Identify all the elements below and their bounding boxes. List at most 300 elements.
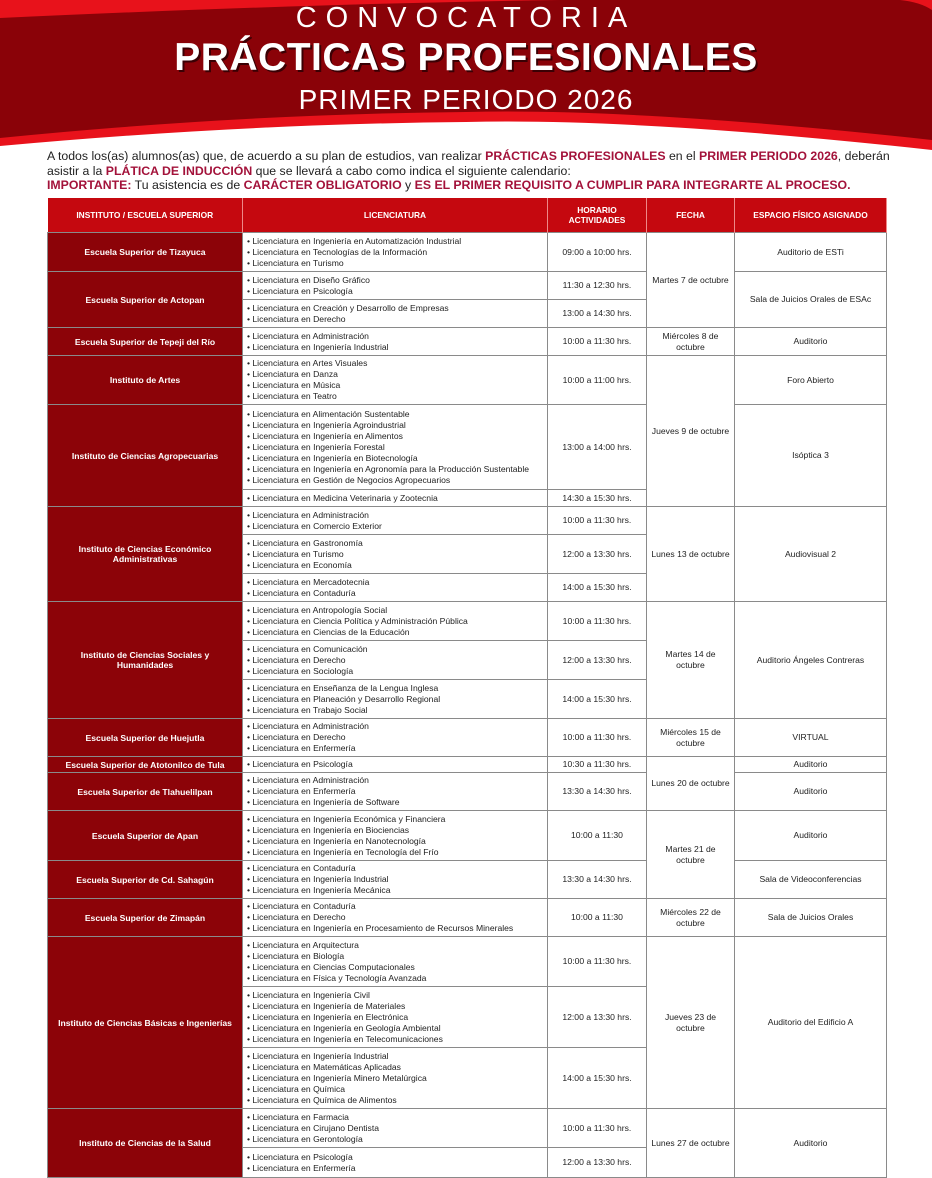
licenciatura-item — [247, 314, 543, 325]
bullet-icon: • — [247, 257, 253, 268]
cell-horario: 10:00 a 11:00 hrs. — [548, 356, 647, 405]
header-instituto: INSTITUTO / ESCUELA SUPERIOR — [48, 198, 243, 233]
bullet-icon: • — [247, 1022, 253, 1033]
cell-instituto: Escuela Superior de Apan — [48, 811, 243, 861]
licenciatura-item — [247, 1112, 543, 1123]
schedule-table — [47, 198, 887, 1178]
licenciatura-item — [247, 973, 543, 984]
licenciatura-name: Licenciatura en Ingeniería en Procesamiento de Recursos Minerales — [252, 923, 514, 933]
licenciatura-item — [247, 560, 543, 571]
licenciatura-name: Licenciatura en Administración — [252, 509, 369, 520]
licenciatura-item — [247, 1134, 543, 1145]
header-espacio: ESPACIO FÍSICO ASIGNADO — [735, 198, 887, 233]
licenciatura-name: Licenciatura en Ingeniería Industrial — [252, 874, 389, 884]
licenciatura-item — [247, 901, 543, 912]
licenciatura-name: Licenciatura en Diseño Gráfico — [252, 274, 370, 285]
licenciatura-item — [247, 825, 543, 836]
licenciatura-name: Licenciatura en Ingeniería en Electrónica — [252, 1011, 409, 1022]
licenciatura-item — [247, 303, 543, 314]
cell-horario: 10:00 a 11:30 hrs. — [548, 1109, 647, 1148]
important-text-1: Tu asistencia es de — [131, 178, 244, 192]
licenciatura-item — [247, 743, 543, 754]
cell-licenciatura — [243, 773, 548, 811]
licenciatura-item — [247, 1051, 543, 1062]
licenciatura-item — [247, 549, 543, 560]
licenciatura-name: Licenciatura en Ingeniería Minero Metalúrgica — [252, 1072, 427, 1083]
licenciatura-name: Licenciatura en Matemáticas Aplicadas — [252, 1061, 401, 1072]
licenciatura-name: Licenciatura en Turismo — [252, 257, 344, 268]
cell-licenciatura — [243, 899, 548, 937]
licenciatura-name: Licenciatura en Ingeniería en Agronomía para la Producción Sustentable — [252, 463, 530, 474]
licenciatura-item — [247, 732, 543, 743]
cell-horario: 11:30 a 12:30 hrs. — [548, 272, 647, 300]
bullet-icon: • — [247, 235, 253, 246]
intro-text-1: A todos los(as) alumnos(as) que, de acuerdo a su plan de estudios, van realizar — [47, 149, 486, 163]
cell-horario: 13:30 a 14:30 hrs. — [548, 861, 647, 899]
cell-instituto: Instituto de Artes — [48, 356, 243, 405]
licenciatura-name: Licenciatura en Ingeniería en Biotecnología — [252, 452, 418, 463]
cell-espacio: Sala de Videoconferencias — [735, 861, 887, 899]
cell-espacio: Auditorio Ángeles Contreras — [735, 602, 887, 719]
licenciatura-item — [247, 493, 543, 504]
table-row — [48, 757, 887, 773]
table-header-row — [48, 198, 887, 233]
table-row — [48, 811, 887, 861]
cell-fecha: Martes 21 de octubre — [647, 811, 735, 899]
cell-espacio: Sala de Juicios Orales — [735, 899, 887, 937]
cell-licenciatura — [243, 328, 548, 356]
cell-horario: 10:00 a 11:30 hrs. — [548, 937, 647, 987]
cell-espacio: Auditorio — [735, 328, 887, 356]
cell-instituto: Instituto de Ciencias de la Salud — [48, 1109, 243, 1178]
cell-horario: 10:00 a 11:30 — [548, 899, 647, 937]
licenciatura-name: Licenciatura en Turismo — [252, 548, 344, 559]
bullet-icon: • — [247, 330, 253, 341]
bullet-icon: • — [247, 863, 253, 873]
licenciatura-item — [247, 442, 543, 453]
licenciatura-item — [247, 847, 543, 858]
cell-espacio: Isóptica 3 — [735, 405, 887, 507]
licenciatura-name: Licenciatura en Ingeniería Económica y Financiera — [252, 813, 446, 824]
licenciatura-item — [247, 1084, 543, 1095]
licenciatura-item — [247, 627, 543, 638]
table-row — [48, 272, 887, 300]
licenciatura-item — [247, 258, 543, 269]
bullet-icon: • — [247, 1122, 253, 1133]
licenciatura-name: Licenciatura en Economía — [252, 559, 352, 570]
cell-fecha: Miércoles 8 de octubre — [647, 328, 735, 356]
licenciatura-item — [247, 420, 543, 431]
cell-licenciatura — [243, 937, 548, 987]
licenciatura-item — [247, 814, 543, 825]
bullet-icon: • — [247, 509, 253, 520]
bullet-icon: • — [247, 492, 253, 503]
cell-horario: 14:00 a 15:30 hrs. — [548, 680, 647, 719]
licenciatura-item — [247, 247, 543, 258]
table-row — [48, 356, 887, 405]
cell-licenciatura — [243, 300, 548, 328]
bullet-icon: • — [247, 950, 253, 961]
licenciatura-item — [247, 1152, 543, 1163]
cell-horario: 14:00 a 15:30 hrs. — [548, 574, 647, 602]
licenciatura-item — [247, 510, 543, 521]
licenciatura-name: Licenciatura en Ingeniería en Tecnología del Frío — [252, 846, 439, 857]
licenciatura-name: Licenciatura en Medicina Veterinaria y Zootecnia — [252, 492, 438, 503]
cell-licenciatura — [243, 680, 548, 719]
bullet-icon: • — [247, 380, 253, 390]
licenciatura-item — [247, 786, 543, 797]
cell-instituto: Instituto de Ciencias Básicas e Ingenierías — [48, 937, 243, 1109]
bullet-icon: • — [247, 923, 253, 933]
licenciatura-item — [247, 577, 543, 588]
licenciatura-item — [247, 409, 543, 420]
licenciatura-name: Licenciatura en Ingeniería Industrial — [252, 341, 389, 352]
table-row — [48, 507, 887, 535]
licenciatura-name: Licenciatura en Ingeniería Mecánica — [252, 885, 391, 895]
licenciatura-item — [247, 874, 543, 885]
bullet-icon: • — [247, 285, 253, 296]
bullet-icon: • — [247, 939, 253, 950]
licenciatura-item — [247, 655, 543, 666]
licenciatura-name: Licenciatura en Enfermería — [252, 1162, 356, 1173]
bullet-icon: • — [247, 704, 253, 715]
bullet-icon: • — [247, 874, 253, 884]
cell-espacio: Auditorio — [735, 757, 887, 773]
cell-espacio: Auditorio del Edificio A — [735, 937, 887, 1109]
header-horario: HORARIO ACTIVIDADES — [548, 198, 647, 233]
cell-instituto: Instituto de Ciencias Económico Administrativas — [48, 507, 243, 602]
bullet-icon: • — [247, 537, 253, 548]
licenciatura-name: Licenciatura en Enfermería — [252, 786, 356, 796]
table-body — [48, 233, 887, 1178]
bullet-icon: • — [247, 835, 253, 846]
bullet-icon: • — [247, 474, 253, 485]
licenciatura-item — [247, 644, 543, 655]
bullet-icon: • — [247, 341, 253, 352]
licenciatura-item — [247, 358, 543, 369]
licenciatura-item — [247, 759, 543, 770]
licenciatura-item — [247, 605, 543, 616]
cell-fecha: Jueves 23 de octubre — [647, 937, 735, 1109]
licenciatura-name: Licenciatura en Química de Alimentos — [252, 1094, 397, 1105]
licenciatura-name: Licenciatura en Gerontología — [252, 1133, 363, 1144]
title-practicas: PRÁCTICAS PROFESIONALES — [174, 36, 758, 79]
licenciatura-name: Licenciatura en Ingeniería en Telecomunicaciones — [252, 1033, 443, 1044]
licenciatura-item — [247, 616, 543, 627]
cell-horario: 13:00 a 14:00 hrs. — [548, 405, 647, 490]
cell-licenciatura — [243, 272, 548, 300]
bullet-icon: • — [247, 430, 253, 441]
licenciatura-name: Licenciatura en Ingeniería en Geología Ambiental — [252, 1022, 441, 1033]
licenciatura-name: Licenciatura en Ingeniería en Automatización Industrial — [252, 235, 462, 246]
bullet-icon: • — [247, 654, 253, 665]
bullet-icon: • — [247, 972, 253, 983]
intro-text-2: en el — [665, 149, 700, 163]
cell-espacio: Auditorio — [735, 811, 887, 861]
bullet-icon: • — [247, 961, 253, 972]
cell-horario: 10:00 a 11:30 — [548, 811, 647, 861]
licenciatura-name: Licenciatura en Danza — [252, 369, 338, 379]
licenciatura-name: Licenciatura en Derecho — [252, 912, 346, 922]
licenciatura-name: Licenciatura en Ciencias de la Educación — [252, 626, 410, 637]
licenciatura-item — [247, 836, 543, 847]
cell-horario: 14:30 a 15:30 hrs. — [548, 490, 647, 507]
table-row — [48, 719, 887, 757]
intro-text-3: , deberán asistir a la — [47, 149, 890, 178]
licenciatura-name: Licenciatura en Ciencia Política y Administración Pública — [252, 615, 468, 626]
cell-instituto: Escuela Superior de Cd. Sahagún — [48, 861, 243, 899]
licenciatura-item — [247, 538, 543, 549]
important-highlight-obligatorio: CARÁCTER OBLIGATORIO — [243, 178, 402, 192]
cell-instituto: Instituto de Ciencias Sociales y Humanidades — [48, 602, 243, 719]
licenciatura-name: Licenciatura en Psicología — [252, 759, 353, 769]
important-highlight-requisito: ES EL PRIMER REQUISITO A CUMPLIR PARA INTEGRARTE AL PROCESO. — [414, 178, 851, 192]
licenciatura-item — [247, 666, 543, 677]
bullet-icon: • — [247, 885, 253, 895]
bullet-icon: • — [247, 813, 253, 824]
cell-licenciatura — [243, 811, 548, 861]
intro-highlight-practicas: PRÁCTICAS PROFESIONALES — [485, 149, 666, 163]
cell-horario: 09:00 a 10:00 hrs. — [548, 233, 647, 272]
cell-licenciatura — [243, 602, 548, 641]
licenciatura-name: Licenciatura en Derecho — [252, 732, 346, 742]
header-licenciatura: LICENCIATURA — [243, 198, 548, 233]
cell-horario: 10:00 a 11:30 hrs. — [548, 602, 647, 641]
licenciatura-item — [247, 380, 543, 391]
bullet-icon: • — [247, 587, 253, 598]
cell-horario: 13:00 a 14:30 hrs. — [548, 300, 647, 328]
cell-licenciatura — [243, 233, 548, 272]
bullet-icon: • — [247, 419, 253, 430]
licenciatura-item — [247, 331, 543, 342]
bullet-icon: • — [247, 391, 253, 401]
bullet-icon: • — [247, 912, 253, 922]
licenciatura-name: Licenciatura en Ingeniería Agroindustrial — [252, 419, 406, 430]
licenciatura-name: Licenciatura en Gestión de Negocios Agropecuarios — [252, 474, 451, 485]
bullet-icon: • — [247, 901, 253, 911]
bullet-icon: • — [247, 775, 253, 785]
intro-highlight-platica: PLÁTICA DE INDUCCIÓN — [105, 163, 253, 178]
licenciatura-name: Licenciatura en Química — [252, 1083, 346, 1094]
licenciatura-item — [247, 1034, 543, 1045]
licenciatura-item — [247, 286, 543, 297]
licenciatura-item — [247, 1012, 543, 1023]
bullet-icon: • — [247, 665, 253, 676]
bullet-icon: • — [247, 615, 253, 626]
licenciatura-item — [247, 275, 543, 286]
cell-espacio: Sala de Juicios Orales de ESAc — [735, 272, 887, 328]
header-fecha: FECHA — [647, 198, 735, 233]
licenciatura-name: Licenciatura en Ingeniería en Nanotecnología — [252, 835, 426, 846]
licenciatura-name: Licenciatura en Creación y Desarrollo de Empresas — [252, 302, 449, 313]
important-note — [47, 178, 897, 193]
bullet-icon: • — [247, 824, 253, 835]
cell-fecha: Lunes 20 de octubre — [647, 757, 735, 811]
licenciatura-item — [247, 683, 543, 694]
bullet-icon: • — [247, 1083, 253, 1094]
cell-licenciatura — [243, 1109, 548, 1148]
bullet-icon: • — [247, 1000, 253, 1011]
licenciatura-name: Licenciatura en Artes Visuales — [252, 358, 368, 368]
important-label: IMPORTANTE: — [47, 178, 132, 192]
bullet-icon: • — [247, 1033, 253, 1044]
licenciatura-name: Licenciatura en Ingeniería Forestal — [252, 441, 385, 452]
cell-licenciatura — [243, 507, 548, 535]
cell-licenciatura — [243, 987, 548, 1048]
licenciatura-name: Licenciatura en Derecho — [252, 313, 346, 324]
licenciatura-item — [247, 705, 543, 716]
bullet-icon: • — [247, 1133, 253, 1144]
bullet-icon: • — [247, 1094, 253, 1105]
licenciatura-item — [247, 431, 543, 442]
bullet-icon: • — [247, 369, 253, 379]
cell-fecha: Miércoles 22 de octubre — [647, 899, 735, 937]
licenciatura-item — [247, 1073, 543, 1084]
cell-licenciatura — [243, 641, 548, 680]
bullet-icon: • — [247, 1151, 253, 1162]
bullet-icon: • — [247, 520, 253, 531]
cell-licenciatura — [243, 490, 548, 507]
licenciatura-item — [247, 1023, 543, 1034]
cell-licenciatura — [243, 757, 548, 773]
licenciatura-item — [247, 990, 543, 1001]
licenciatura-item — [247, 453, 543, 464]
intro-text-4: que se llevará a cabo como indica el siguiente calendario: — [252, 163, 571, 178]
bullet-icon: • — [247, 302, 253, 313]
cell-fecha: Lunes 13 de octubre — [647, 507, 735, 602]
bullet-icon: • — [247, 1162, 253, 1173]
cell-fecha: Lunes 27 de octubre — [647, 1109, 735, 1178]
licenciatura-name: Licenciatura en Comunicación — [252, 643, 368, 654]
licenciatura-item — [247, 923, 543, 934]
bullet-icon: • — [247, 408, 253, 419]
cell-instituto: Escuela Superior de Tlahuelilpan — [48, 773, 243, 811]
bullet-icon: • — [247, 989, 253, 1000]
licenciatura-name: Licenciatura en Planeación y Desarrollo Regional — [252, 693, 441, 704]
licenciatura-name: Licenciatura en Física y Tecnología Avanzada — [252, 972, 427, 983]
bullet-icon: • — [247, 576, 253, 587]
cell-licenciatura — [243, 719, 548, 757]
licenciatura-name: Licenciatura en Farmacia — [252, 1111, 349, 1122]
cell-horario: 12:00 a 13:30 hrs. — [548, 535, 647, 574]
bullet-icon: • — [247, 759, 253, 769]
licenciatura-name: Licenciatura en Enfermería — [252, 743, 356, 753]
licenciatura-item — [247, 962, 543, 973]
licenciatura-item — [247, 236, 543, 247]
cell-espacio: Audiovisual 2 — [735, 507, 887, 602]
cell-instituto: Escuela Superior de Zimapán — [48, 899, 243, 937]
intro-highlight-periodo: PRIMER PERIODO 2026 — [699, 149, 838, 163]
cell-licenciatura — [243, 861, 548, 899]
licenciatura-item — [247, 797, 543, 808]
licenciatura-item — [247, 391, 543, 402]
licenciatura-item — [247, 342, 543, 353]
cell-instituto: Escuela Superior de Tizayuca — [48, 233, 243, 272]
bullet-icon: • — [247, 313, 253, 324]
licenciatura-name: Licenciatura en Contaduría — [252, 901, 356, 911]
cell-licenciatura — [243, 574, 548, 602]
licenciatura-name: Licenciatura en Comercio Exterior — [252, 520, 382, 531]
licenciatura-name: Licenciatura en Contaduría — [252, 587, 356, 598]
title-convocatoria: CONVOCATORIA — [295, 2, 637, 34]
licenciatura-item — [247, 521, 543, 532]
bullet-icon: • — [247, 797, 253, 807]
licenciatura-name: Licenciatura en Administración — [252, 330, 369, 341]
bullet-icon: • — [247, 846, 253, 857]
licenciatura-name: Licenciatura en Enseñanza de la Lengua Inglesa — [252, 682, 439, 693]
licenciatura-name: Licenciatura en Trabajo Social — [252, 704, 368, 715]
bullet-icon: • — [247, 452, 253, 463]
licenciatura-name: Licenciatura en Alimentación Sustentable — [252, 408, 410, 419]
bullet-icon: • — [247, 246, 253, 257]
licenciatura-item — [247, 885, 543, 896]
table-row — [48, 773, 887, 811]
bullet-icon: • — [247, 1111, 253, 1122]
licenciatura-name: Licenciatura en Psicología — [252, 285, 353, 296]
important-text-2: y — [401, 178, 415, 192]
licenciatura-item — [247, 1163, 543, 1174]
licenciatura-item — [247, 912, 543, 923]
bullet-icon: • — [247, 693, 253, 704]
licenciatura-item — [247, 475, 543, 486]
cell-licenciatura — [243, 356, 548, 405]
cell-fecha: Miércoles 15 de octubre — [647, 719, 735, 757]
licenciatura-item — [247, 721, 543, 732]
cell-licenciatura — [243, 535, 548, 574]
licenciatura-name: Licenciatura en Ingeniería en Alimentos — [252, 430, 403, 441]
licenciatura-name: Licenciatura en Sociología — [252, 665, 354, 676]
bullet-icon: • — [247, 548, 253, 559]
bullet-icon: • — [247, 643, 253, 654]
bullet-icon: • — [247, 358, 253, 368]
licenciatura-item — [247, 369, 543, 380]
bullet-icon: • — [247, 786, 253, 796]
bullet-icon: • — [247, 604, 253, 615]
intro-text — [47, 149, 897, 193]
licenciatura-item — [247, 1001, 543, 1012]
cell-fecha: Martes 14 de octubre — [647, 602, 735, 719]
cell-espacio: Auditorio de ESTi — [735, 233, 887, 272]
licenciatura-name: Licenciatura en Arquitectura — [252, 939, 359, 950]
licenciatura-name: Licenciatura en Ciencias Computacionales — [252, 961, 415, 972]
bullet-icon: • — [247, 441, 253, 452]
licenciatura-item — [247, 1095, 543, 1106]
licenciatura-name: Licenciatura en Cirujano Dentista — [252, 1122, 379, 1133]
cell-horario: 12:00 a 13:30 hrs. — [548, 1148, 647, 1178]
table-row — [48, 1109, 887, 1148]
cell-horario: 10:30 a 11:30 hrs. — [548, 757, 647, 773]
cell-licenciatura — [243, 405, 548, 490]
bullet-icon: • — [247, 732, 253, 742]
bullet-icon: • — [247, 463, 253, 474]
licenciatura-name: Licenciatura en Administración — [252, 721, 369, 731]
licenciatura-name: Licenciatura en Ingeniería de Materiales — [252, 1000, 406, 1011]
cell-horario: 12:00 a 13:30 hrs. — [548, 641, 647, 680]
licenciatura-name: Licenciatura en Ingeniería en Biociencias — [252, 824, 410, 835]
intro-paragraph — [47, 149, 897, 178]
licenciatura-name: Licenciatura en Antropología Social — [252, 604, 388, 615]
cell-instituto: Escuela Superior de Tepeji del Río — [48, 328, 243, 356]
cell-instituto: Escuela Superior de Actopan — [48, 272, 243, 328]
table-row — [48, 602, 887, 641]
cell-licenciatura — [243, 1048, 548, 1109]
cell-instituto: Escuela Superior de Atotonilco de Tula — [48, 757, 243, 773]
table-row — [48, 899, 887, 937]
licenciatura-name: Licenciatura en Administración — [252, 775, 369, 785]
licenciatura-name: Licenciatura en Contaduría — [252, 863, 356, 873]
table-row — [48, 328, 887, 356]
licenciatura-name: Licenciatura en Mercadotecnia — [252, 576, 370, 587]
